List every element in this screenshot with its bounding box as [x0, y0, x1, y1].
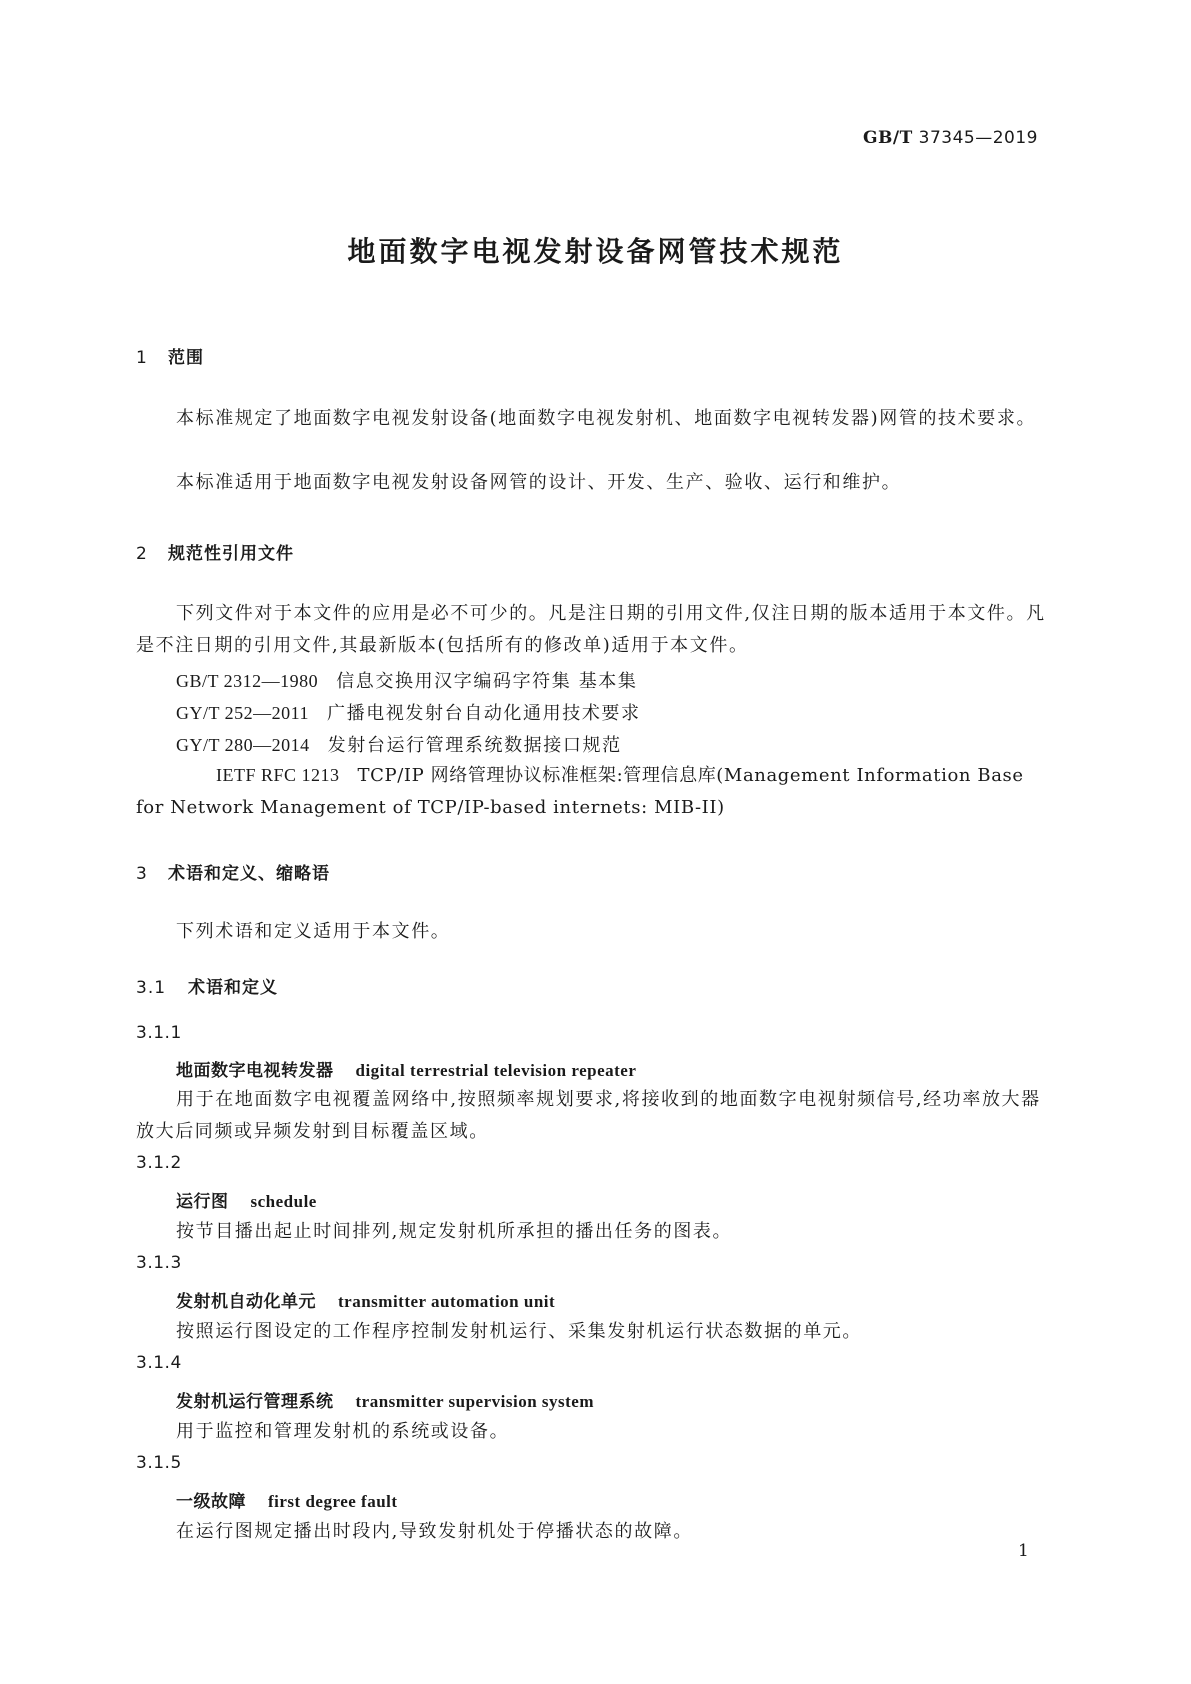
- subsection-heading: [136, 973, 278, 998]
- scope-paragraph-1: 本标准规定了地面数字电视发射设备(地面数字电视发射机、地面数字电视转发器)网管的技术要求。: [176, 408, 1037, 429]
- term-number: 3.1.1: [136, 1023, 182, 1043]
- term-definition: 用于在地面数字电视覆盖网络中,按照频率规划要求,将接收到的地面数字电视射频信号,经功率放大器放大后同频或异频发射到目标覆盖区域。: [136, 1089, 1041, 1142]
- term-en: schedule: [250, 1192, 317, 1211]
- reference-code: IETF RFC 1213: [216, 765, 340, 785]
- section-number: 2: [136, 544, 148, 564]
- reference-title: 发射台运行管理系统数据接口规范: [327, 735, 622, 756]
- reference-code: GB/T 2312—1980: [176, 671, 319, 691]
- reference-title: 广播电视发射台自动化通用技术要求: [327, 703, 641, 724]
- term-heading: [176, 1056, 636, 1081]
- term-definition: 按照运行图设定的工作程序控制发射机运行、采集发射机运行状态数据的单元。: [176, 1321, 862, 1342]
- scope-paragraph-2: 本标准适用于地面数字电视发射设备网管的设计、开发、生产、验收、运行和维护。: [176, 472, 902, 493]
- reference-code: GY/T 280—2014: [176, 735, 310, 755]
- term-definition: 按节目播出起止时间排列,规定发射机所承担的播出任务的图表。: [176, 1221, 733, 1242]
- section-2-heading: [136, 539, 294, 564]
- term-zh: 运行图: [176, 1192, 229, 1212]
- section-3-heading: [136, 859, 330, 884]
- term-en: first degree fault: [268, 1492, 398, 1511]
- section-title: 范围: [168, 348, 204, 368]
- reference-code: GY/T 252—2011: [176, 703, 310, 723]
- reference-title: TCP/IP 网络管理协议标准框架:管理信息库(Management Information Base for Network Management of TCP/IP-based internets: MIB-II): [136, 765, 1024, 818]
- page-number: 1: [1018, 1541, 1029, 1561]
- code-prefix: GB/T: [863, 128, 913, 148]
- term-zh: 地面数字电视转发器: [176, 1061, 334, 1081]
- term-en: transmitter supervision system: [355, 1392, 594, 1411]
- term-en: transmitter automation unit: [338, 1292, 556, 1311]
- section-number: 3: [136, 864, 148, 884]
- term-definition: 用于监控和管理发射机的系统或设备。: [176, 1421, 510, 1442]
- section-number: 1: [136, 348, 148, 368]
- terms-intro: 下列术语和定义适用于本文件。: [176, 921, 451, 942]
- term-number: 3.1.2: [136, 1153, 182, 1173]
- term-zh: 一级故障: [176, 1492, 246, 1512]
- term-zh: 发射机自动化单元: [176, 1292, 316, 1312]
- code-number: 37345—2019: [918, 128, 1038, 148]
- term-en: digital terrestrial television repeater: [355, 1061, 637, 1080]
- term-number: 3.1.5: [136, 1453, 182, 1473]
- subsection-number: 3.1: [136, 978, 167, 998]
- section-title: 规范性引用文件: [168, 544, 294, 564]
- reference-item: [176, 731, 622, 757]
- section-title: 术语和定义、缩略语: [168, 864, 330, 884]
- term-number: 3.1.3: [136, 1253, 182, 1273]
- reference-item: [136, 759, 1056, 824]
- term-heading: [176, 1187, 317, 1212]
- document-title: 地面数字电视发射设备网管技术规范: [347, 235, 844, 268]
- section-1-heading: [136, 343, 204, 368]
- term-heading: [176, 1287, 555, 1312]
- subsection-title: 术语和定义: [188, 978, 278, 998]
- reference-item: [176, 667, 638, 693]
- term-zh: 发射机运行管理系统: [176, 1392, 334, 1412]
- references-intro: 下列文件对于本文件的应用是必不可少的。凡是注日期的引用文件,仅注日期的版本适用于本文件。凡是不注日期的引用文件,其最新版本(包括所有的修改单)适用于本文件。: [136, 603, 1046, 656]
- document-code: [863, 128, 1038, 148]
- reference-title: 信息交换用汉字编码字符集 基本集: [336, 671, 638, 692]
- term-heading: [176, 1387, 594, 1412]
- term-number: 3.1.4: [136, 1353, 182, 1373]
- reference-item: [176, 699, 641, 725]
- term-definition: 在运行图规定播出时段内,导致发射机处于停播状态的故障。: [176, 1521, 693, 1542]
- term-heading: [176, 1487, 398, 1512]
